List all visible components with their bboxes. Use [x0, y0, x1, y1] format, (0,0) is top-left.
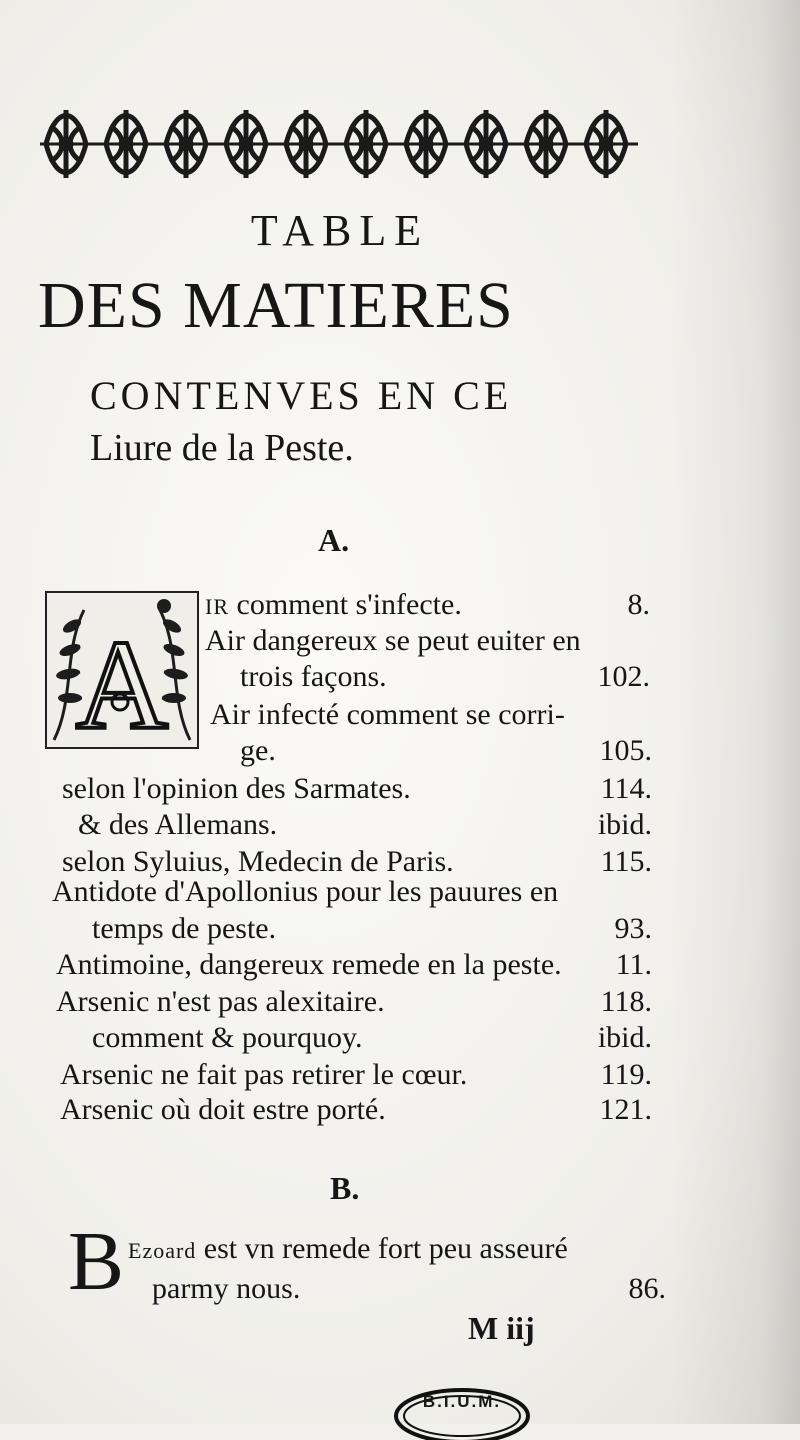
index-entry-text [205, 624, 581, 658]
section-b-heading: B. [330, 1170, 360, 1206]
index-entry [56, 985, 652, 1019]
index-entry-page-number: ibid. [597, 808, 652, 841]
initial-letter-b: B [68, 1215, 125, 1308]
index-entry-page-number: 11. [615, 948, 652, 981]
index-entry-text [60, 1093, 386, 1127]
title-table: TABLE [250, 206, 430, 255]
index-entry-text [60, 1058, 467, 1092]
decorated-initial-a [44, 590, 200, 750]
index-entry-text [56, 948, 562, 982]
index-entry [205, 624, 652, 658]
index-entry-page-number: 8. [627, 588, 650, 621]
index-entry-text [56, 985, 385, 1019]
signature-mark: M iij [468, 1310, 535, 1346]
index-entry-page-number: 102. [597, 660, 650, 693]
index-entry-body: est vn remede fort peu asseuré [196, 1232, 568, 1265]
index-entry [62, 772, 652, 806]
initial-letter-a: A [75, 614, 169, 750]
index-entry [210, 698, 652, 732]
index-entry-initial-caps: Ezoard [128, 1238, 197, 1263]
index-entry-body: temps de peste. [92, 912, 277, 945]
index-entry-body: ge. [240, 734, 276, 767]
index-entry-page-number: ibid. [597, 1021, 652, 1054]
index-entry-body: comment s'infecte. [229, 588, 462, 621]
index-entry-page-number: 121. [599, 1093, 652, 1126]
index-entry [128, 1232, 666, 1266]
index-entry-page-number: 86. [628, 1272, 666, 1305]
index-entry-text [92, 912, 276, 946]
index-entry-body: comment & pourquoy. [92, 1021, 363, 1054]
index-entry-initial-caps: IR [205, 594, 229, 619]
index-entry-text [240, 660, 387, 694]
index-entry [62, 845, 652, 879]
title-liure-de-la-peste: Liure de la Peste. [90, 427, 354, 469]
index-entry [152, 1272, 666, 1306]
index-entry-text [210, 698, 565, 732]
title-des-matieres: DES MATIERES [38, 269, 514, 342]
index-entry [52, 875, 652, 909]
index-entry-page-number: 93. [614, 912, 652, 945]
title-contenues: CONTENVES EN CE [90, 373, 513, 418]
index-entry-page-number: 119. [600, 1058, 652, 1091]
index-entry-text [92, 1021, 363, 1055]
index-entry [92, 912, 652, 946]
index-entry [205, 588, 650, 622]
index-entry-page-number: 105. [599, 734, 652, 767]
index-entry-body: Air infecté comment se corri- [210, 698, 565, 731]
index-entry-text [240, 734, 276, 768]
index-entry-body: & des Allemans. [78, 808, 278, 841]
index-entry [60, 1093, 652, 1127]
index-entry [56, 948, 652, 982]
library-stamp-text: B.I.U.M. [422, 1392, 502, 1411]
index-entry-body: selon l'opinion des Sarmates. [62, 772, 411, 805]
index-entry-body: Arsenic ne fait pas retirer le cœur. [60, 1058, 468, 1091]
index-entry-body: parmy nous. [152, 1272, 301, 1305]
section-a-heading: A. [318, 522, 350, 558]
index-entry-text [62, 845, 454, 879]
index-entry-text [205, 588, 462, 624]
index-entry-body: trois façons. [240, 660, 387, 693]
index-entry-text [52, 875, 558, 909]
index-entry [60, 1058, 652, 1092]
index-entry-body: Arsenic où doit estre porté. [60, 1093, 386, 1126]
index-entry-body: Antidote d'Apollonius pour les pauures en [52, 875, 559, 908]
index-entry-text [78, 808, 277, 842]
index-entry-text [62, 772, 411, 806]
index-entry-text [128, 1232, 568, 1268]
index-entry-page-number: 118. [600, 985, 652, 1018]
index-entry-body: Air dangereux se peut euiter en [205, 624, 581, 657]
index-entry [92, 1021, 652, 1055]
index-entry-page-number: 114. [600, 772, 652, 805]
index-entry-body: Antimoine, dangereux remede en la peste. [56, 948, 562, 981]
index-entry [240, 734, 652, 768]
index-entry-text [152, 1272, 300, 1306]
index-entry [78, 808, 652, 842]
fleuron-ornament-band [36, 96, 642, 192]
index-entry [240, 660, 650, 694]
page-edge-shadow [670, 0, 800, 1424]
index-entry-body: selon Syluius, Medecin de Paris. [62, 845, 454, 878]
index-entry-page-number: 115. [600, 845, 652, 878]
index-entry-body: Arsenic n'est pas alexitaire. [56, 985, 385, 1018]
